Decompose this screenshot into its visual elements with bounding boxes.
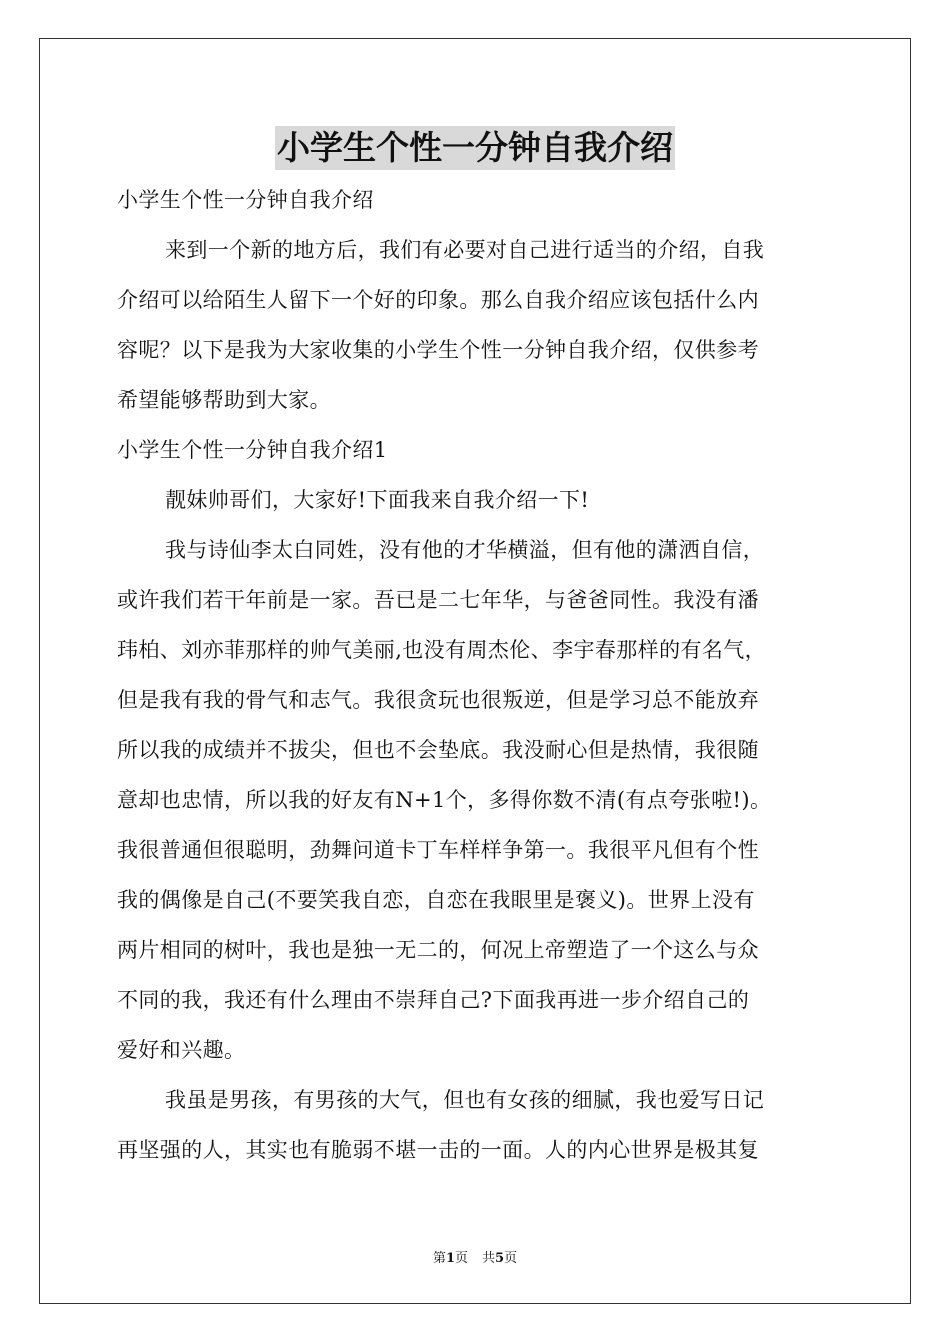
page-footer bbox=[0, 1247, 950, 1266]
text-line: 再坚强的人，其实也有脆弱不堪一击的一面。人的内心世界是极其复 bbox=[117, 1138, 759, 1162]
text-line: 小学生个性一分钟自我介绍 bbox=[117, 188, 374, 212]
text-line: 我虽是男孩，有男孩的大气，但也有女孩的细腻，我也爱写日记 bbox=[165, 1088, 765, 1112]
text-line: 容呢？以下是我为大家收集的小学生个性一分钟自我介绍，仅供参考 bbox=[117, 338, 759, 362]
page-total: 5 bbox=[495, 1251, 505, 1266]
page-current: 1 bbox=[445, 1251, 455, 1266]
text-line: 玮柏、刘亦菲那样的帅气美丽,也没有周杰伦、李宇春那样的有名气， bbox=[117, 638, 767, 662]
text-line: 我与诗仙李太白同姓，没有他的才华横溢，但有他的潇洒自信， bbox=[165, 538, 765, 562]
text-line: 我的偶像是自己(不要笑我自恋，自恋在我眼里是褒义)。世界上没有 bbox=[117, 888, 755, 912]
page-prefix: 第 bbox=[432, 1251, 446, 1266]
text-line: 不同的我，我还有什么理由不崇拜自己?下面我再进一步介绍自己的 bbox=[117, 988, 750, 1012]
total-suffix: 页 bbox=[504, 1251, 518, 1266]
document-body bbox=[117, 175, 837, 1175]
text-line: 来到一个新的地方后，我们有必要对自己进行适当的介绍，自我 bbox=[165, 238, 765, 262]
text-line: 爱好和兴趣。 bbox=[117, 1038, 246, 1062]
text-line: 所以我的成绩并不拔尖，但也不会垫底。我没耐心但是热情，我很随 bbox=[117, 738, 759, 762]
title-container bbox=[0, 126, 950, 170]
total-prefix: 共 bbox=[482, 1251, 496, 1266]
text-line: 或许我们若干年前是一家。吾已是二七年华，与爸爸同性。我没有潘 bbox=[117, 588, 759, 612]
text-line: 但是我有我的骨气和志气。我很贪玩也很叛逆，但是学习总不能放弃 bbox=[117, 688, 759, 712]
text-line: 我很普通但很聪明，劲舞问道卡丁车样样争第一。我很平凡但有个性 bbox=[117, 838, 759, 862]
page-suffix: 页 bbox=[454, 1251, 468, 1266]
document-title: 小学生个性一分钟自我介绍 bbox=[275, 126, 675, 170]
text-line: 意却也忠情，所以我的好友有N+1个，多得你数不清(有点夸张啦!)。 bbox=[117, 788, 772, 812]
text-line: 小学生个性一分钟自我介绍1 bbox=[117, 438, 388, 462]
text-line: 靓妹帅哥们，大家好!下面我来自我介绍一下! bbox=[165, 488, 590, 512]
text-line: 两片相同的树叶，我也是独一无二的，何况上帝塑造了一个这么与众 bbox=[117, 938, 759, 962]
text-line: 希望能够帮助到大家。 bbox=[117, 388, 331, 412]
text-line: 介绍可以给陌生人留下一个好的印象。那么自我介绍应该包括什么内 bbox=[117, 288, 759, 312]
